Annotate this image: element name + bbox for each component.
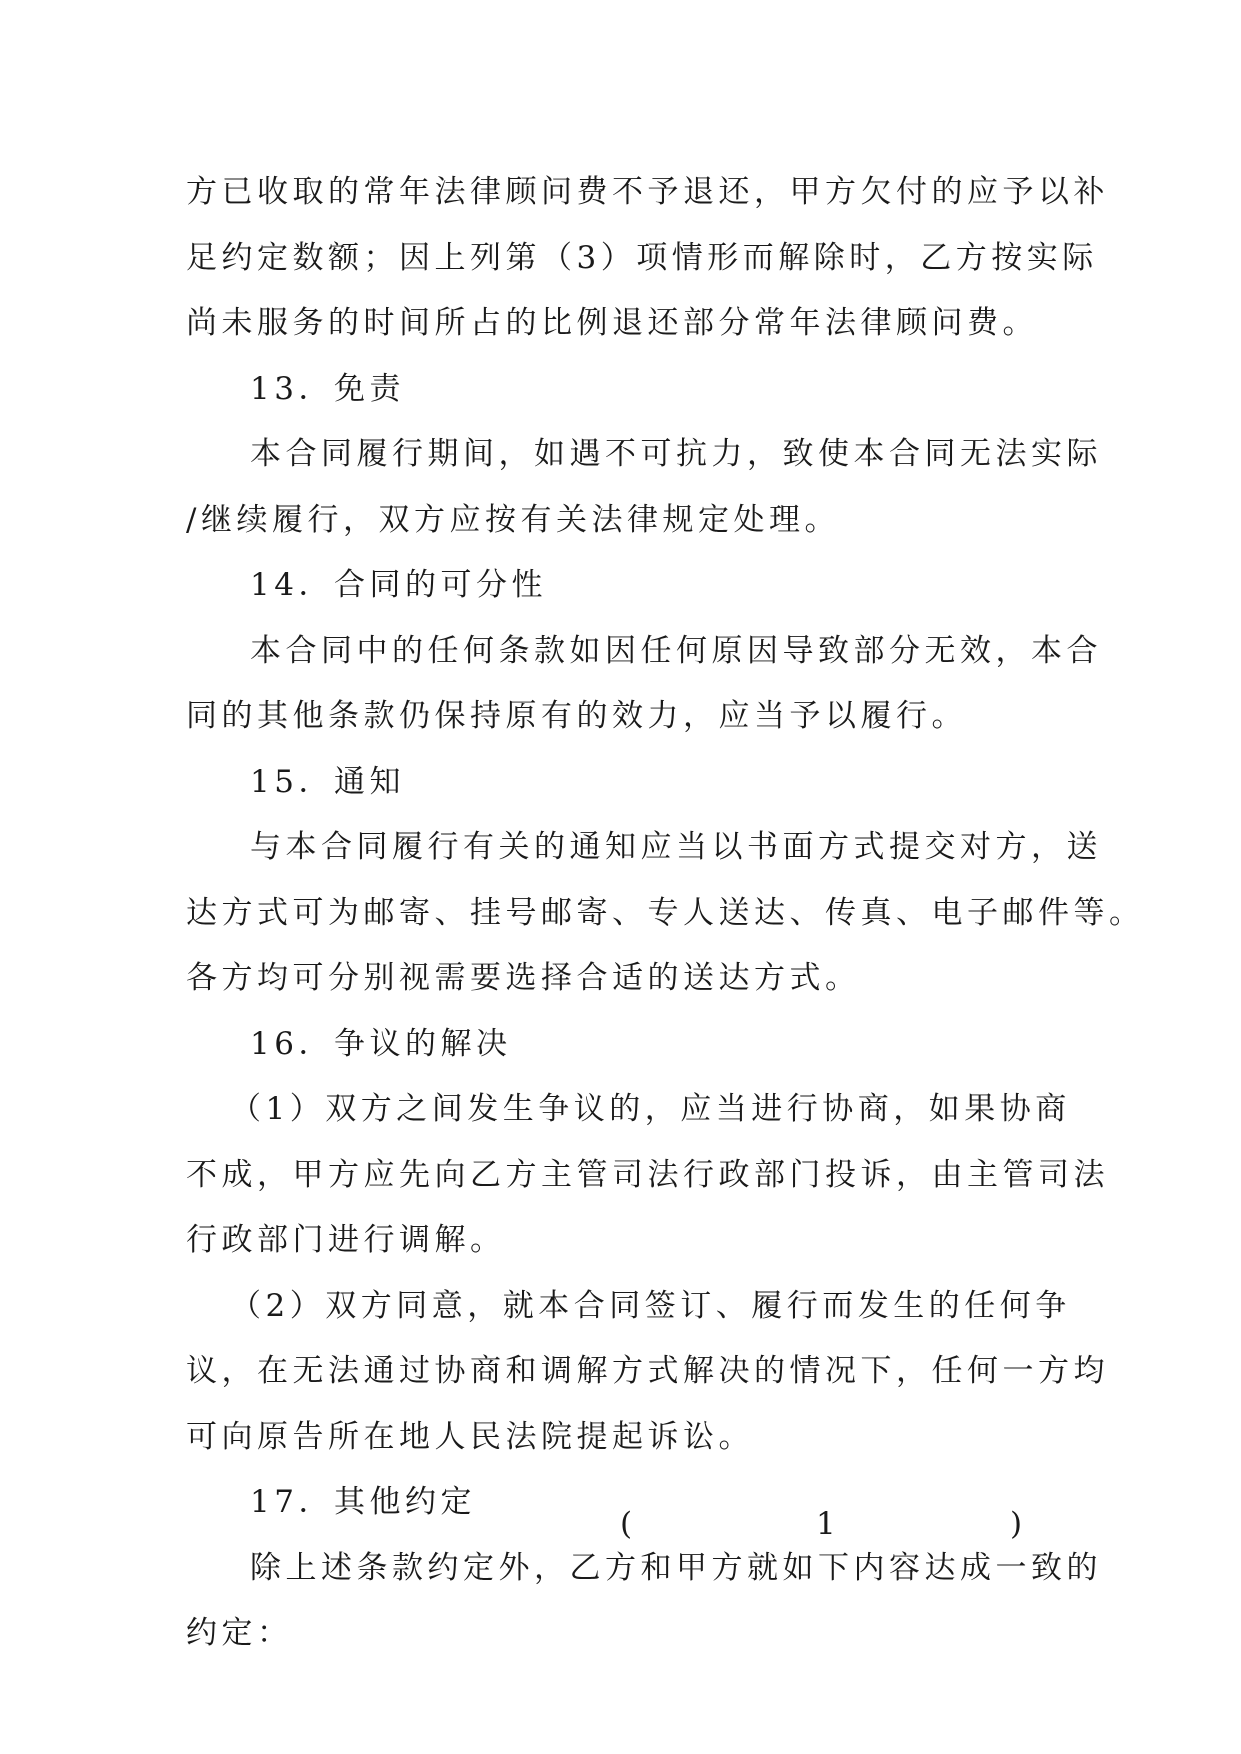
text-line: （2）双方同意，就本合同签订、履行而发生的任何争 [230,1287,1071,1324]
text-line: 本合同履行期间，如遇不可抗力，致使本合同无法实际 [250,436,1102,472]
section-heading-17: 17．其他约定 [250,1484,476,1520]
text-line: （1）双方之间发生争议的，应当进行协商，如果协商 [230,1091,1071,1127]
page-number-right-paren: ) [1010,1506,1023,1542]
text-line: 方已收取的常年法律顾问费不予退还，甲方欠付的应予以补 [186,174,1109,210]
text-line: 不成，甲方应先向乙方主管司法行政部门投诉，由主管司法 [186,1156,1109,1193]
text-line: 各方均可分别视需要选择合适的送达方式。 [186,960,861,996]
text-line: /继续履行，双方应按有关法律规定处理。 [186,501,840,538]
section-heading-13: 13．免责 [250,370,405,407]
text-line: 本合同中的任何条款如因任何原因导致部分无效，本合 [250,632,1102,669]
text-line: 约定： [186,1615,293,1651]
text-line: 尚未服务的时间所占的比例退还部分常年法律顾问费。 [186,305,1038,341]
page-number-left-paren: ( [620,1506,633,1542]
section-heading-16: 16．争议的解决 [250,1025,512,1062]
section-heading-15: 15．通知 [250,763,405,800]
text-line: 可向原告所在地人民法院提起诉讼。 [186,1418,754,1455]
page-number-value: 1 [816,1506,836,1542]
page-number [620,1502,1040,1546]
text-line: 行政部门进行调解。 [186,1222,506,1258]
document-body [186,160,1145,1667]
text-line: 足约定数额；因上列第（3）项情形而解除时，乙方按实际 [186,239,1098,276]
text-line: 同的其他条款仍保持原有的效力，应当予以履行。 [186,698,967,734]
text-line: 达方式可为邮寄、挂号邮寄、专人送达、传真、电子邮件等。 [186,894,1145,931]
text-line: 除上述条款约定外，乙方和甲方就如下内容达成一致的 [250,1549,1102,1586]
section-heading-14: 14．合同的可分性 [250,567,547,603]
text-line: 与本合同履行有关的通知应当以书面方式提交对方，送 [250,829,1102,865]
text-line: 议，在无法通过协商和调解方式解决的情况下，任何一方均 [186,1353,1109,1389]
